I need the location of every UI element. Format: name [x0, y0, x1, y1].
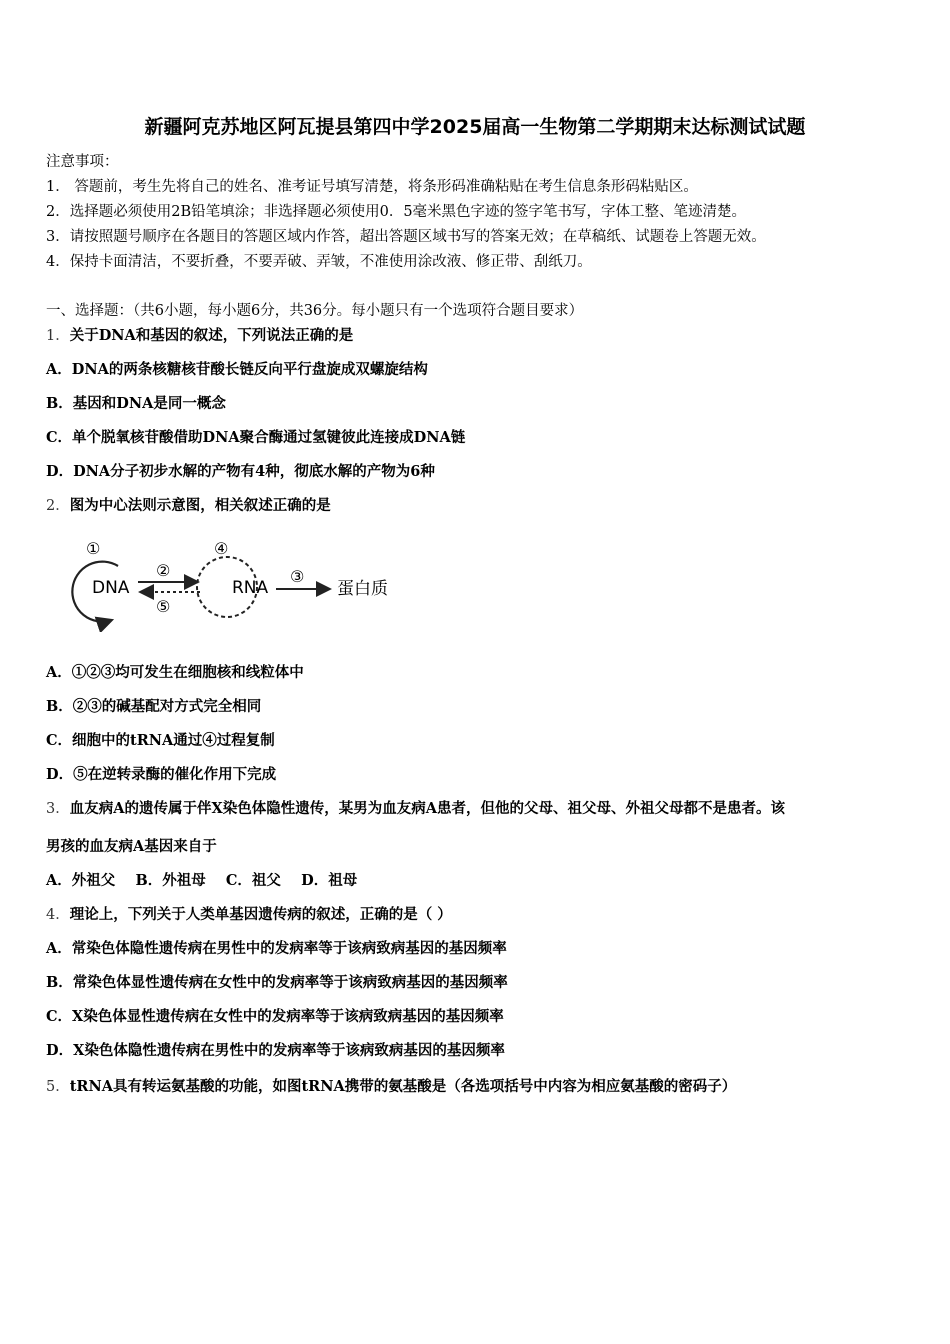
option-a: A．常染色体隐性遗传病在男性中的发病率等于该病致病基因的基因频率: [46, 940, 507, 957]
protein-label: 蛋白质: [337, 579, 388, 599]
page-title: 新疆阿克苏地区阿瓦提县第四中学2025届高一生物第二学期期末达标测试试题: [144, 116, 806, 138]
option-b: B．基因和DNA是同一概念: [46, 395, 226, 412]
notice-item: 3．请按照题号顺序在各题目的答题区域内作答，超出答题区域书写的答案无效；在草稿纸、试题卷上答题无效。: [46, 229, 766, 245]
question-3: [46, 799, 785, 819]
notice-item: 2．选择题必须使用2B铅笔填涂；非选择题必须使用0．5毫米黑色字迹的签字笔书写，字体工整、笔迹清楚。: [46, 204, 747, 220]
label-4: ④: [214, 539, 229, 558]
option-a: A．①②③均可发生在细胞核和线粒体中: [46, 664, 304, 681]
question-4: [46, 905, 452, 925]
question-number: 5．: [46, 1079, 70, 1095]
option-c: C．单个脱氧核苷酸借助DNA聚合酶通过氢键彼此连接成DNA链: [46, 429, 466, 446]
question-number: 1．: [46, 328, 70, 344]
notice-header: 注意事项：: [46, 154, 119, 170]
question-number: 3．: [46, 801, 70, 817]
question-stem: tRNA具有转运氨基酸的功能，如图tRNA携带的氨基酸是（各选项括号中内容为相应氨基酸的密码子）: [69, 1078, 737, 1095]
question-stem: 理论上，下列关于人类单基因遗传病的叙述，正确的是（ ）: [69, 906, 452, 923]
notice-item: 4．保持卡面清洁，不要折叠，不要弄破、弄皱，不准使用涂改液、修正带、刮纸刀。: [46, 254, 592, 270]
rna-label: RNA: [232, 578, 269, 598]
label-1: ①: [86, 539, 101, 558]
option-c: C．细胞中的tRNA通过④过程复制: [46, 732, 275, 749]
central-dogma-diagram: [50, 532, 410, 632]
option-c: C．X染色体显性遗传病在女性中的发病率等于该病致病基因的基因频率: [46, 1008, 504, 1025]
notice-item: 1． 答题前，考生先将自己的姓名、准考证号填写清楚，将条形码准确粘贴在考生信息条形码粘贴区。: [46, 179, 698, 195]
option-b: B．②③的碱基配对方式完全相同: [46, 698, 262, 715]
label-3: ③: [290, 567, 305, 586]
section-heading: 一、选择题：（共6小题，每小题6分，共36分。每小题只有一个选项符合题目要求）: [46, 303, 584, 319]
question-stem: 关于DNA和基因的叙述，下列说法正确的是: [69, 327, 354, 344]
question-2: [46, 496, 331, 516]
question-1: [46, 326, 353, 346]
option-a: A．DNA的两条核糖核苷酸长链反向平行盘旋成双螺旋结构: [46, 361, 428, 378]
option-b: B．常染色体显性遗传病在女性中的发病率等于该病致病基因的基因频率: [46, 974, 508, 991]
option-d: D．DNA分子初步水解的产物有4种，彻底水解的产物为6种: [46, 463, 435, 480]
dna-label: DNA: [92, 578, 130, 598]
question-number: 4．: [46, 907, 70, 923]
question-stem: 图为中心法则示意图，相关叙述正确的是: [69, 497, 331, 514]
option-d: D．X染色体隐性遗传病在男性中的发病率等于该病致病基因的基因频率: [46, 1042, 505, 1059]
question-stem: 血友病A的遗传属于伴X染色体隐性遗传，某男为血友病A患者，但他的父母、祖父母、外祖父母都不是患者。该: [69, 800, 785, 817]
question-3-continued: 男孩的血友病A基因来自于: [46, 838, 217, 855]
label-5: ⑤: [156, 597, 171, 616]
question-number: 2．: [46, 498, 70, 514]
option-d: D．⑤在逆转录酶的催化作用下完成: [46, 766, 277, 783]
question-5: [46, 1077, 736, 1097]
option-row: A．外祖父 B．外祖母 C．祖父 D．祖母: [46, 872, 358, 889]
label-2: ②: [156, 561, 171, 580]
